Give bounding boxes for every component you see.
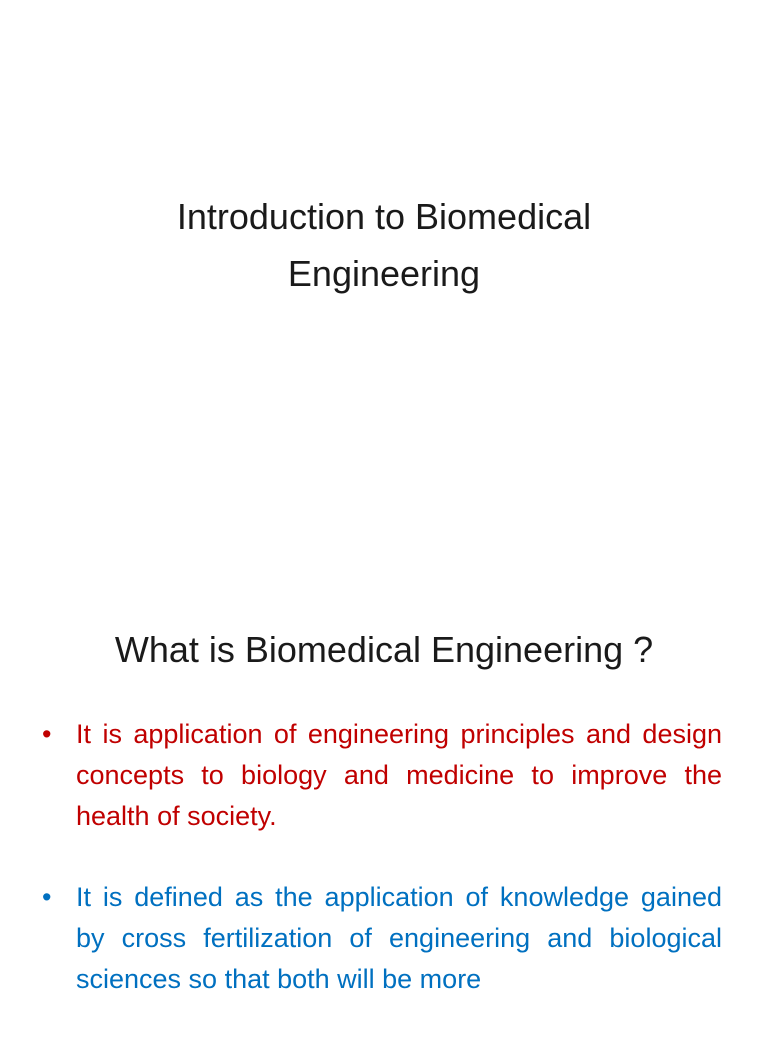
bullet-text: It is application of engineering principles and design concepts to biology and medicine to improve the health of society. [76, 719, 722, 831]
bullet-text: It is defined as the application of knowledge gained by cross fertilization of engineering and biological sciences so that both will be more [76, 882, 722, 994]
bullet-item [42, 877, 722, 1000]
content-slide [0, 576, 768, 1024]
bullet-list [42, 714, 722, 1040]
slide-heading: What is Biomedical Engineering ? [114, 629, 654, 670]
bullet-marker: • [42, 719, 52, 749]
bullet-marker: • [42, 882, 52, 912]
bullet-item [42, 714, 722, 837]
presentation-title: Introduction to Biomedical Engineering [176, 196, 592, 294]
